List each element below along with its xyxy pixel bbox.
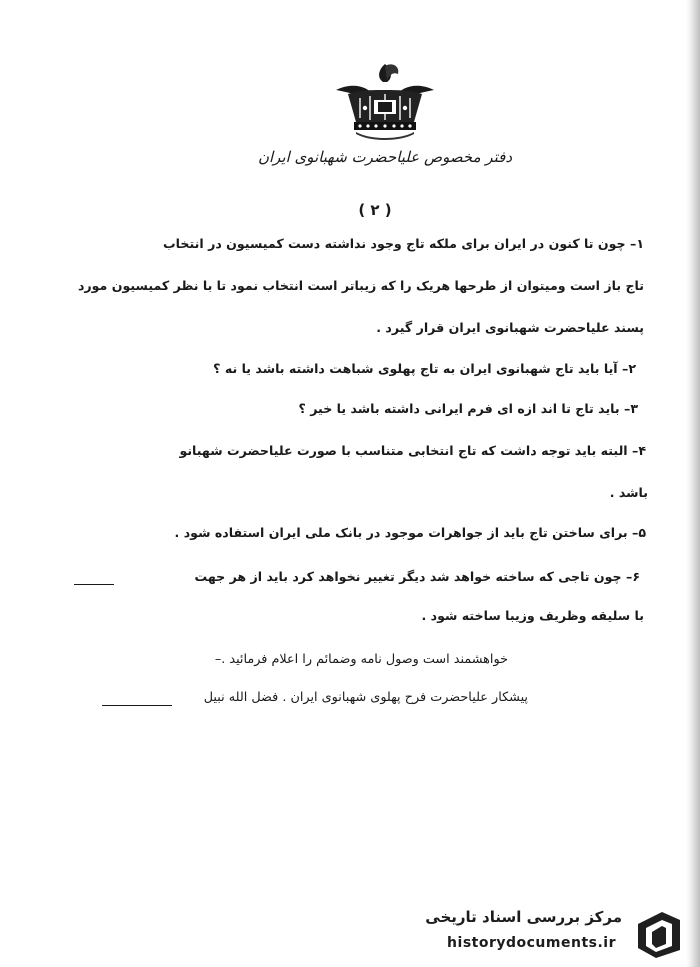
pahlavi-crown-icon	[330, 60, 440, 142]
body-line: تاج باز است ومیتوان از طرحها هریک را که زیباتر است انتخاب نمود تا با نظر کمیسیون مورد	[77, 278, 644, 293]
body-line: ۴– البته باید توجه داشت که تاج انتخابی متناسب با صورت علیاحضرت شهبانو	[179, 443, 646, 458]
archive-watermark-title: مرکز بررسی اسناد تاریخی	[425, 908, 622, 926]
body-line: ۶– چون تاجی که ساخته خواهد شد دیگر تغییر نخواهد کرد باید از هر جهت	[194, 569, 640, 584]
archive-logo-icon	[632, 906, 686, 960]
body-line: با سلیقه وظریف وزیبا ساخته شود .	[421, 608, 644, 623]
closing-line: خواهشمند است وصول نامه وضمائم را اعلام فرمائید .–	[214, 652, 508, 667]
body-line: باشد .	[609, 485, 648, 500]
office-title: دفتر مخصوص علیاحضرت شهبانوی ایران	[257, 148, 513, 166]
body-line: پسند علیاحضرت شهبانوی ایران قرار گیرد .	[376, 320, 644, 335]
body-line: ۵– برای ساختن تاج باید از جواهرات موجود در بانک ملی ایران استفاده شود .	[174, 525, 646, 540]
line-fill-dash	[74, 584, 114, 585]
body-line: ۲– آیا باید تاج شهبانوی ایران به تاج پهلوی شباهت داشته باشد یا نه ؟	[213, 361, 636, 376]
body-line: ۱– چون تا کنون در ایران برای ملکه تاج وجود نداشته دست کمیسیون در انتخاب	[163, 236, 644, 251]
signature-line: پیشکار علیاحضرت فرح پهلوی شهبانوی ایران . فضل الله نبیل	[203, 690, 528, 705]
signature-fill-dash	[102, 705, 172, 706]
body-line: ۳– باید تاج تا اند ازه ای فرم ایرانی داشته باشد یا خیر ؟	[298, 401, 638, 416]
scan-edge-shadow	[686, 0, 700, 967]
archive-watermark-url: historydocuments.ir	[447, 935, 616, 951]
page-number: ( ۲ )	[358, 201, 392, 219]
